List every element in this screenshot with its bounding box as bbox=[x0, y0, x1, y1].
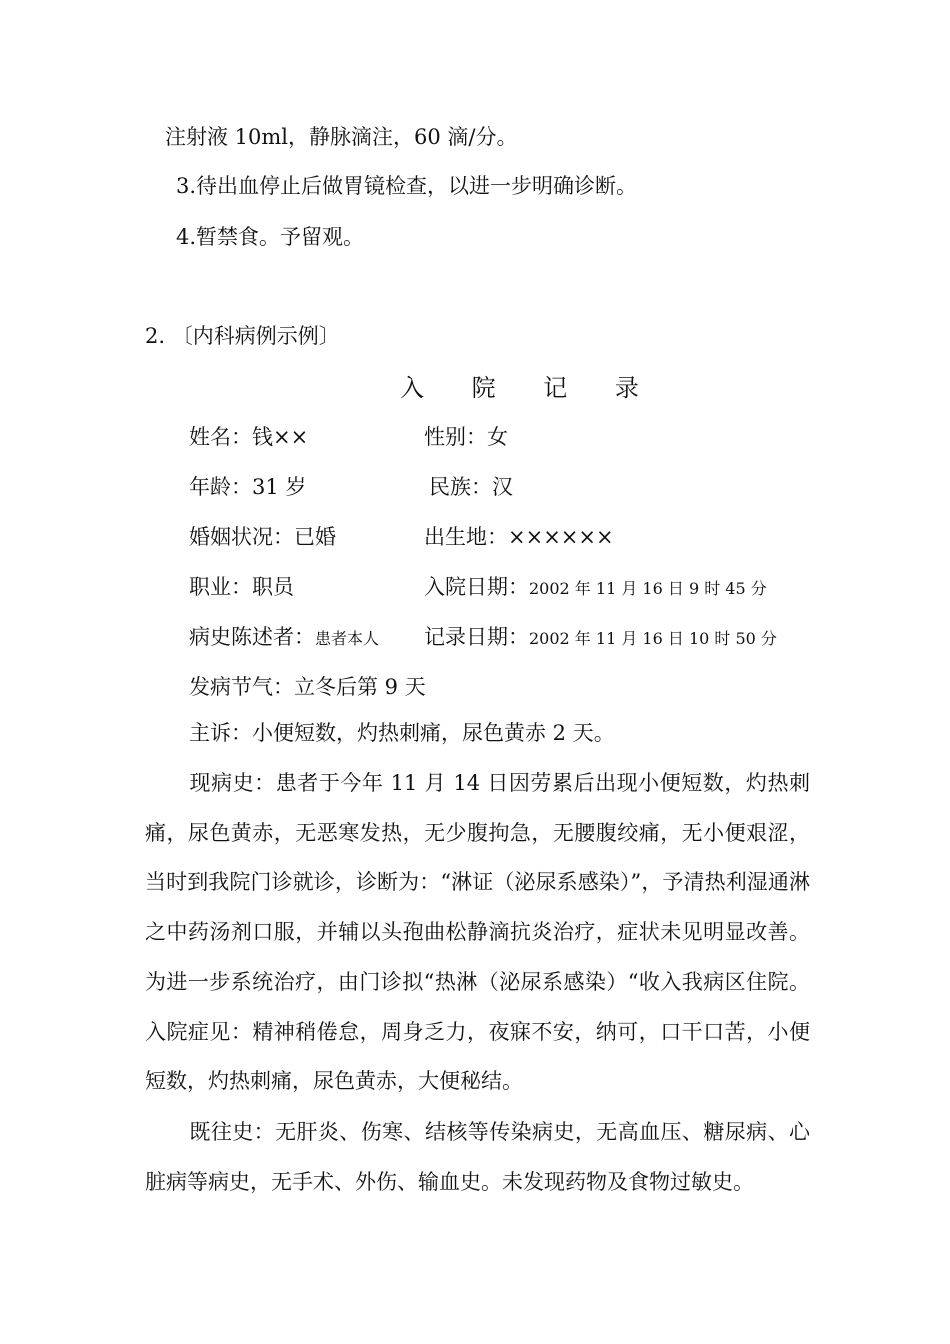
sex-label: 性别： bbox=[424, 425, 487, 449]
admit-date-label: 入院日期： bbox=[424, 575, 529, 599]
section-heading: 2. 〔内科病例示例〕 bbox=[145, 324, 340, 348]
admit-date-value: 2002 年 11 月 16 日 9 时 45 分 bbox=[529, 579, 767, 598]
birthplace-value: ×××××× bbox=[508, 525, 614, 549]
name-value: 钱×× bbox=[252, 425, 309, 449]
top-line-2: 3.待出血停止后做胃镜检查，以进一步明确诊断。 bbox=[176, 174, 638, 198]
job-value: 职员 bbox=[252, 575, 294, 599]
record-date-field bbox=[424, 621, 777, 651]
sex-field bbox=[424, 421, 508, 451]
ethnic-label: 民族： bbox=[429, 475, 492, 499]
sex-value: 女 bbox=[487, 425, 508, 449]
history-past-text: 既往史：无肝炎、伤寒、结核等传染病史，无高血压、糖尿病、心脏病等病史，无手术、外伤、输血史。未发现药物及食物过敏史。 bbox=[145, 1120, 810, 1194]
solar-term-label: 发病节气： bbox=[189, 675, 294, 699]
narrator-label: 病史陈述者： bbox=[189, 625, 315, 649]
age-field bbox=[189, 471, 306, 501]
chief-complaint: 主诉：小便短数，灼热刺痛，尿色黄赤 2 天。 bbox=[189, 721, 615, 745]
top-line-3: 4.暂禁食。予留观。 bbox=[176, 225, 365, 249]
document-title: 入 院 记 录 bbox=[400, 374, 659, 402]
marital-value: 已婚 bbox=[294, 525, 336, 549]
birthplace-field bbox=[424, 521, 614, 551]
job-field bbox=[189, 571, 294, 601]
name-field bbox=[189, 421, 308, 451]
job-label: 职业： bbox=[189, 575, 252, 599]
solar-term-field bbox=[189, 671, 426, 701]
record-date-value: 2002 年 11 月 16 日 10 时 50 分 bbox=[529, 629, 777, 648]
age-value: 31 岁 bbox=[252, 475, 307, 499]
narrator-field bbox=[189, 621, 379, 651]
solar-term-value: 立冬后第 9 天 bbox=[294, 675, 426, 699]
age-label: 年龄： bbox=[189, 475, 252, 499]
top-line-1: 注射液 10ml，静脉滴注，60 滴/分。 bbox=[165, 125, 518, 149]
marital-field bbox=[189, 521, 336, 551]
history-past-paragraph bbox=[145, 1108, 810, 1207]
narrator-value: 患者本人 bbox=[315, 629, 380, 648]
ethnic-value: 汉 bbox=[492, 475, 513, 499]
history-present-text: 现病史：患者于今年 11 月 14 日因劳累后出现小便短数，灼热刺痛，尿色黄赤，无恶寒发热，无少腹拘急，无腰腹绞痛，无小便艰涩，当时到我院门诊就诊，诊断为：“淋证（泌尿系感染）”，予清热利湿通淋之中药汤剂口服，并辅以头孢曲松静滴抗炎治疗，症状未见明显改善。为进一步系统治疗，由门诊拟“热淋（泌尿系感染）“收入我病区住院。入院症见：精神稍倦怠，周身乏力，夜寐不安，纳可，口干口苦，小便短数，灼热刺痛，尿色黄赤，大便秘结。 bbox=[145, 771, 810, 1094]
marital-label: 婚姻状况： bbox=[189, 525, 294, 549]
name-label: 姓名： bbox=[189, 425, 252, 449]
admit-date-field bbox=[424, 571, 767, 601]
history-present-paragraph bbox=[145, 759, 810, 1107]
ethnic-field bbox=[429, 471, 513, 501]
record-date-label: 记录日期： bbox=[424, 625, 529, 649]
birthplace-label: 出生地： bbox=[424, 525, 508, 549]
